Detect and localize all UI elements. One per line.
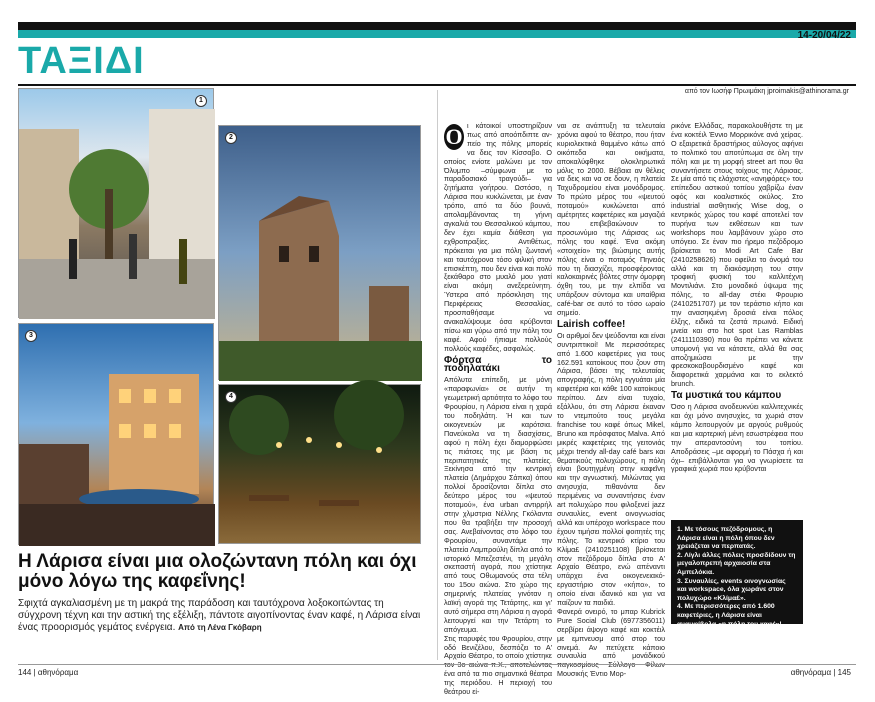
subheading-secrets: Τα μυστικά του κάμπου [671,390,782,402]
caption-1: 1. Με τόσους πεζόδρομους, η Λάρισα είναι η πόλη όπου δεν χρειάζεται να περπατάς. [677,526,775,551]
col1-paragraph: Απόλυτα επίπεδη, με μόνη «παραφωνία» σε αυτήν τη γεωμετρική αρτιότητα το λόφο του Φρουρίου, η Λάρισα είναι η χαρά του ποδηλάτη. Ή και των οικογενειών με καρότσια. Πανεύκολα να τη διασχίσεις, αφού η πόλη έχει διαμορφώσει τις πιάτσες της με βάση τις περιπατητικές της πλατείες. Ξεκίνησα από την κεντρική πλατεία (Δημάρχου Σάπκα) όπου πολλοί δροσίζονται δίπλα στο δεύτερο μέρος του «ψευτού ποταμού», ένα urban αντιρρήλ στην χλμστρια Νέλλης Γκόλαντα που θα τραβήξει την προσοχή σας. Ανεβαίνοντας στο λόφο του Φρουρίου, συναντάμε την πλατεία Λαμπρούλη δίπλα από το ιστορικό Μπεζεστένι, τη μεγάλη σκεπαστή αγορά, που χτίστηκε από τους Οθωμανούς στα τέλη του 15ου αιώνα. Στο χώρο της σημερινής πλατείας γινόταν η λαϊκή αγορά της Τετάρτης, και γι' αυτό σήμερα στη Λάρισα η αγορά λειτουργεί και την Τετάρτη το απόγευμα. [444,375,552,634]
col1-paragraph: ι κάτοικοί υποστηρίζουν πως από αποόπδιπτε αν- πείο της πόλης μπορείς να δεις τον Κίσσαβο. Ο οποίος ενίοτε μαλώνει με τον Όλυμπο –σύμφωνα με το παραδοσιακό τραγούδι– για ζητήματα γοήτρου. Ωστόσο, η Λάρισα που κυκλώνεται, με έναν τρόπο, από τα δύο βουνά, απολαμβάνοντας τη γήινη αγκαλιά του Θεσσαλικού κάμπου, δεν έχει καμία διάθεση για εχθροπραξίες. Αντιθέτως, πρόκειται για μια πόλη ζωντανή και ταυτόχρονα τόσο φιλική στον επισκέπτη, που δεν είναι και πολύ ξεκάθαρο στο μυαλό μου γιατί είναι ακόμη ανεξερεύνητη. Ύστερα από πρόσκληση της Περιφέρειας Θεσσαλίας, προσπαθήσαμε να ανακαλύψουμε όσα κρύβονται πίσω και γύρω από την πόλη του καφέ. Αφού ήπιαμε πολλούς πολλούς καφέδες, ασφαλώς. [444,121,552,353]
caption-2: 2. Λίγλι άλλες πόλεις προσδίδουν τη μεγαλοπρεπή αρχαιοσία στα Αμπελόκια. [677,551,796,576]
article-lead [18,598,428,634]
photo-cafe-garden [218,384,421,544]
photo-cafe-illustration [219,385,422,545]
drop-cap: Ο [445,124,463,149]
column-divider [437,90,438,660]
photo-captions-box [671,520,803,628]
byline: από τον Ιωσήφ Πρωιμάκη jproimakis@athinorama.gr [684,88,849,95]
col2-paragraph: Φανερά ονειρό, το μπαρ Kubrick Pure Social Club (6977356011) σερβίρει άψογο καφέ και κοκτέιλ με εμπνευσμ από στορ του σινεμά. Αν πετύχετε κάποιο συναυλία από μονάδικού Μουσικής Έντιο Μορ- [557,606,665,679]
top-teal-bar [18,30,856,38]
title-rule [18,84,856,86]
text-column-1 [444,121,552,697]
page-number-left: 144 [18,668,32,677]
page-number-right: 145 [837,668,851,677]
subheading-bike: Φόρτσα το ποδηλατάκι [444,354,552,375]
photo-tower [218,125,421,380]
photo-night-illustration [19,324,215,546]
section-title: ΤΑΞΙΔΙ [18,40,145,82]
text-column-2 [557,121,665,679]
col1-paragraph: Στις παρυφές του Φρουρίου, στην οδό Βενιζέλου, δεσπόζει το Α' Αρχαίο Θέατρο, το οποίο χτίστηκε ένα από τα πιο σημαντικά θέατρα της περιόδου. Η περιοχή του θεάτρου εί- [444,633,552,697]
photo-tower-illustration [219,126,422,381]
photo-number: 3 [25,330,37,342]
col2-paragraph: ναι σε ανάπτυξη τα τελευταία χρόνια αφού το θέατρο, που ήταν κυριολεκτικά θαμμένο κάτω από οικόπεδα και οικήματα, αποκαλύφθηκε ολοκληρωτικά μόλις το 2000. Βέβαια αν θέλεις να δεις και να σε δουν, η πλατεία Ταχυδρομείου είναι μονόδρομος. Το πρώτο μέρος του «ψευτού ποταμού» κυκλώνεται από αμέτρητες καφετέριες και μαγαζιά που επιβεβαιώνουν το προσωνύμιο της Λάρισας ως πόλης του καφέ. Ένα ακόμη «στοιχείο» της βιώσιμης αυτής πόλης είναι ο ποταμός Πηνειός που τη διασχίζει, προσφέροντας καλοκαιρινές βόλτες στην όμορφη όχθη του, με την ελπίδα να υπάρξουν σύντομα και υπαίθρια café-bar σε αυτό το τόσο ωραίο σημείο. [557,121,665,318]
caption-4: 4. Με περισσότερες από 1.600 καφετέριες, η Λάρισα είναι αναμφίβολα «η πόλη του καφέ»! [677,603,782,628]
subheading-coffee: Lairish coffee! [557,318,626,330]
brand-right: αθηνόραμα [790,668,832,677]
lead-credit: Από τη Λένα Γκόβαρη [178,623,262,632]
photo-night-building [18,323,214,545]
text-column-3 [671,122,803,517]
photo-number: 4 [225,391,237,403]
photo-number: 1 [195,95,207,107]
col3-paragraph: ρικόνε Ελλάδας, παρακολουθήστε τη με ένα κοκτέιλ Έννιο Μορρικόνε ανά χείρας. Ο εξαιρετικά δραστήριος αύλογος αφήνει το πολιτικό του αποτύπωμα σε όλη την πόλη και με τη μορφή street art που θα συναντήσετε στους τοίχους της Λάρισας. Σε μία από τις ελάχιστες «ανηφόρες» του επίπεδου αστικού τοπίου χαβρίζω έναν οφός και κοαλιστικός οκύλος. Στο industrial αισθητικής Wise dog, ο κεντρικός χώρος του καφέ αποτελεί τον πυρήνα των εκθέσεων και των workshops που λαμβάνουν χώρο στο υπόγειο. Σε έναν πιο ήρεμο πεζόδρομο βρίσκεται το Modi Art Cafe Bar (2410258626) που οφείλει το όνομά του αλλά και τη διακόσμηση του στην τροφική φυσική του καλλιτέχνη Μοντιλιάνι. Στο μοναδικό ύψωμα της πόλης, το all-day στέκι Φρουριο (2410251707) με τον τεράστιο κήπο και την ανασηκμένη δροσιά είναι πόλος έλξης, ειδικά τα ζεστά πρωινά. Ειδική μνεία και στο hot spot Las Ramblas (2411110390) που θα πρέπει να κάνετε υπομονή για να κάτσετε, αλλά θα σας αποζημιώσει με την φρεσκοκαβουρδισμένο καφέ και διαφορετικά χαρμάνια και το εκλεκτό brunch. [671,121,803,389]
lead-text: Σφιχτά αγκαλιασμένη με τη μακρά της παράδοση και ταυτόχρονα λοξοκοιτώντας τη σύγχρονη τέχνη και την αστική της εξέλιξη, πάντοτε αιγοπίνοντας έναν καφέ, η Λάρισα είναι ένας προορισμός γεμάτος ενέργεια. [18,598,421,633]
photo-street-illustration [19,89,215,319]
footer-left: 144 | αθηνόραμα [18,668,79,677]
issue-date: 14-20/04/22 [797,30,851,41]
footer-right: αθηνόραμα | 145 [790,668,851,677]
footer-rule [18,664,856,665]
brand-left: αθηνόραμα [37,668,79,677]
photo-street [18,88,214,318]
top-black-bar [18,22,856,30]
article-headline: Η Λάρισα είναι μια ολοζώντανη πόλη και όχι μόνο λόγω της καφεΐνης! [18,551,417,592]
col3-paragraph: Όσο η Λάρισα ανοδευκνύει καλλιτεχνικές και όχι μόνο ανησυχίες, τα χωριά στον κάμπο λειτουργούν με αργούς ρυθμούς και μια καρτερική μένη εσωστρέφεια που την απεραντοσύνη του τοπίου. Αποδράσεις –με αφορμή το Πάσχα ή και όχι– επιβάλλονται για να γνωρίσετε τα γραφικά χωριά που κρύβονται [671,402,803,474]
caption-3: 3. Συναυλίες, events οινογνωσίας και workspace, όλα χωράνε στον πολυχώρο «Κλίμα£». [677,577,786,602]
col2-paragraph: Οι αριθμοί δεν ψεύδονται και είναι συντριπτικοί! Με περισσότερες από 1.600 καφετέριες για τους 162.591 κατοίκους που ζουν στη Λάρισα, βάσει της τελευταίας απογραφής, η πόλη εγγυάται μία καφετέρια και κάθε 100 κατοίκους περίπου. Δεν είναι τυχαίο, εξάλλου, ότι στη Λάρισα έκαναν το ντεμπούτο τους μεγάλα franchise του καφέ όπως Mikel, Bruno και πρόσφατος Malva. Από μικρές καφετέριες της γειτονιάς μέχρι trendy all-day café bars και θεματικούς πολυχώρους, η πόλη είναι βουτηγμένη στην καφεΐνη και την αγνωστική. Μιλώντας για ανησυχία, πιθανόντα δεν περιμένεις να συναντήσεις έναν art πολυχώρο που φιλοξενεί jazz συναυλίες, event οινογνωσίας αλλά και υπέροχο workspace που έχουν τιμήσει πολλοί φοιτητές της πόλης. Το κεντρικό κτίριο του Κλίμα£ (2410251108) βρίσκεται στον πεζόδρομο δίπλα στο Α' Αρχαίο Θέατρο, ενώ απέναντι υπάρχει ένα οικογενειακό-εργαστήριο στον «κήπο», το οποίο είναι ιδανικό και για να παίζουν τα παιδιά. [557,330,665,608]
photo-number: 2 [225,132,237,144]
